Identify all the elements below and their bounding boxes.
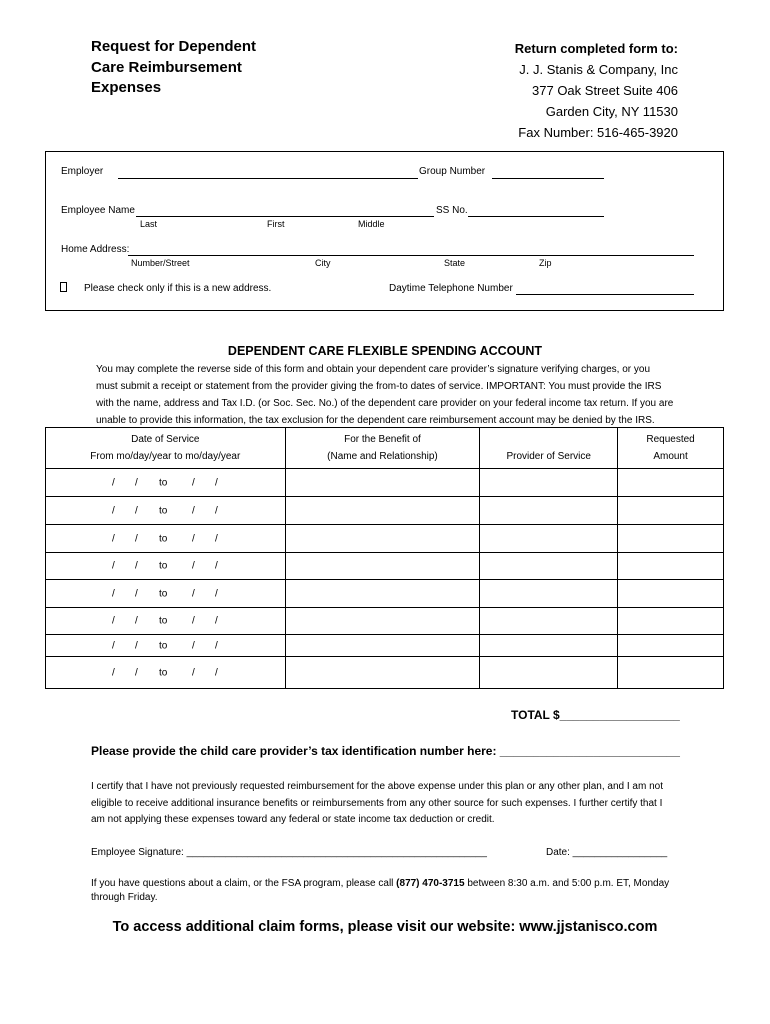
fsa-paragraph-line: You may complete the reverse side of this form and obtain your dependent care provider’s signature verifying charges, or you — [96, 364, 651, 375]
header-date-l2: From mo/day/year to mo/day/year — [90, 451, 241, 462]
benefit-cell[interactable] — [285, 553, 480, 580]
service-table — [45, 427, 724, 689]
group-number-label: Group Number — [419, 166, 486, 177]
date-of-service-cell[interactable] — [46, 580, 286, 608]
total-field[interactable]: TOTAL $__________________ — [511, 708, 680, 722]
fsa-paragraph-line: with the name, address and Tax I.D. (or Soc. Sec. No.) of the dependent care provider on your federal income tax return. If you are — [96, 398, 674, 409]
phone-field[interactable] — [516, 294, 694, 295]
date-to-label: to — [159, 640, 168, 651]
employer-field[interactable] — [118, 178, 418, 179]
return-fax: Fax Number: 516-465-3920 — [518, 125, 678, 140]
date-to-label: to — [159, 533, 168, 544]
title-line-1: Request for Dependent — [91, 38, 257, 55]
header-amount-l2: Amount — [653, 451, 688, 462]
date-slash: / — [215, 640, 218, 651]
date-slash: / — [112, 667, 115, 678]
provider-cell[interactable] — [480, 580, 618, 608]
phone-label: Daytime Telephone Number — [389, 283, 513, 294]
name-sub-last: Last — [140, 219, 158, 229]
date-slash: / — [135, 667, 138, 678]
date-of-service-cell[interactable] — [46, 657, 286, 689]
questions-line2: through Friday. — [91, 892, 158, 903]
date-slash: / — [135, 640, 138, 651]
date-slash: / — [215, 667, 218, 678]
date-slash: / — [112, 477, 115, 488]
fsa-paragraph — [96, 361, 686, 429]
amount-cell[interactable] — [618, 657, 724, 689]
header-date-l1: Date of Service — [131, 434, 200, 445]
provider-cell[interactable] — [480, 469, 618, 497]
amount-cell[interactable] — [618, 635, 724, 657]
date-slash: / — [135, 505, 138, 516]
title-line-3: Expenses — [91, 79, 162, 96]
date-slash: / — [192, 477, 195, 488]
date-slash: / — [112, 588, 115, 599]
form-title — [91, 37, 256, 99]
table-row — [46, 497, 724, 525]
date-slash: / — [192, 588, 195, 599]
date-slash: / — [112, 615, 115, 627]
date-to-label: to — [159, 615, 168, 627]
provider-cell[interactable] — [480, 657, 618, 689]
provider-cell[interactable] — [480, 635, 618, 657]
benefit-cell[interactable] — [285, 469, 480, 497]
return-heading: Return completed form to: — [514, 41, 678, 56]
date-slash: / — [192, 667, 195, 678]
new-address-label: Please check only if this is a new address. — [84, 283, 272, 294]
date-of-service-cell[interactable] — [46, 525, 286, 553]
date-of-service-cell[interactable] — [46, 497, 286, 525]
date-slash: / — [192, 505, 195, 516]
fsa-paragraph-line: must submit a receipt or statement from the provider giving the from-to dates of service. IMPORTANT: You must provide the IRS — [96, 381, 662, 392]
table-row — [46, 657, 724, 689]
date-slash: / — [215, 560, 218, 572]
home-address-label: Home Address: — [61, 244, 130, 255]
table-row — [46, 580, 724, 608]
date-slash: / — [135, 477, 138, 488]
benefit-cell[interactable] — [285, 525, 480, 553]
certification-line: eligible to receive additional insurance benefits or reimbursements from any other source for such expenses. I further certify that I — [91, 797, 663, 809]
table-row — [46, 469, 724, 497]
date-slash: / — [135, 615, 138, 627]
date-to-label: to — [159, 667, 168, 678]
amount-cell[interactable] — [618, 580, 724, 608]
header-benefit-l1: For the Benefit of — [344, 434, 421, 445]
date-slash: / — [112, 560, 115, 572]
group-number-field[interactable] — [492, 178, 604, 179]
table-row — [46, 635, 724, 657]
return-street: 377 Oak Street Suite 406 — [532, 83, 678, 98]
date-slash: / — [192, 640, 195, 651]
date-of-service-cell[interactable] — [46, 608, 286, 635]
date-slash: / — [192, 615, 195, 627]
amount-cell[interactable] — [618, 525, 724, 553]
header-provider — [480, 428, 618, 469]
fsa-paragraph-line: unable to provide this information, the tax exclusion for the dependent care reimbursement account may be denied by the IRS. — [96, 415, 655, 426]
employee-name-field[interactable] — [136, 216, 434, 217]
date-slash: / — [135, 588, 138, 599]
date-slash: / — [215, 533, 218, 544]
address-sub-state: State — [444, 258, 466, 268]
certification-text — [91, 779, 691, 829]
header-date-of-service — [46, 428, 286, 469]
address-sub-street: Number/Street — [131, 258, 190, 268]
fsa-heading: DEPENDENT CARE FLEXIBLE SPENDING ACCOUNT — [227, 344, 543, 358]
home-address-field[interactable] — [128, 255, 694, 256]
date-slash: / — [135, 533, 138, 544]
date-of-service-cell[interactable] — [46, 469, 286, 497]
certification-line: am not applying these expenses toward any federal or state income tax deduction or credit. — [91, 814, 495, 825]
return-address-block — [515, 38, 678, 143]
employee-name-label: Employee Name — [61, 205, 135, 216]
amount-cell[interactable] — [618, 553, 724, 580]
date-slash: / — [135, 560, 138, 572]
table-row — [46, 553, 724, 580]
amount-cell[interactable] — [618, 469, 724, 497]
date-slash: / — [192, 533, 195, 544]
header-benefit-l2: (Name and Relationship) — [327, 451, 438, 462]
date-slash: / — [112, 640, 115, 651]
address-sub-city: City — [315, 258, 331, 268]
provider-cell[interactable] — [480, 553, 618, 580]
ssn-label: SS No. — [436, 205, 468, 216]
date-slash: / — [215, 588, 218, 599]
date-of-service-cell[interactable] — [46, 553, 286, 580]
benefit-cell[interactable] — [285, 580, 480, 608]
date-slash: / — [215, 615, 218, 627]
new-address-checkbox[interactable] — [60, 282, 67, 292]
name-sub-middle: Middle — [358, 219, 385, 229]
header-amount-l1: Requested — [646, 434, 695, 445]
amount-cell[interactable] — [618, 608, 724, 635]
amount-cell[interactable] — [618, 497, 724, 525]
benefit-cell[interactable] — [285, 657, 480, 689]
table-row — [46, 525, 724, 553]
header-provider-label: Provider of Service — [506, 451, 591, 462]
questions-pre: If you have questions about a claim, or the FSA program, please call — [91, 878, 397, 889]
website-link[interactable]: To access additional claim forms, please visit our website: www.jjstanisco.com — [112, 919, 658, 935]
benefit-cell[interactable] — [285, 497, 480, 525]
date-to-label: to — [159, 588, 168, 599]
address-sub-zip: Zip — [539, 258, 552, 268]
provider-tax-id-field[interactable]: Please provide the child care provider’s tax identification number here: ___________________________ — [91, 744, 680, 758]
date-slash: / — [112, 533, 115, 544]
provider-cell[interactable] — [480, 497, 618, 525]
return-city: Garden City, NY 11530 — [545, 104, 678, 119]
table-header-row — [46, 428, 724, 469]
questions-post: between 8:30 a.m. and 5:00 p.m. ET, Monday — [464, 878, 670, 889]
date-slash: / — [215, 477, 218, 488]
date-slash: / — [215, 505, 218, 516]
date-slash: / — [192, 560, 195, 572]
questions-text — [91, 877, 669, 905]
return-company: J. J. Stanis & Company, Inc — [519, 62, 678, 77]
benefit-cell[interactable] — [285, 608, 480, 635]
employer-label: Employer — [61, 166, 104, 177]
certification-line: I certify that I have not previously requested reimbursement for the above expense under this plan or any other plan, and I am not — [91, 781, 663, 792]
header-benefit-of — [285, 428, 480, 469]
ssn-field[interactable] — [468, 216, 604, 217]
provider-cell[interactable] — [480, 525, 618, 553]
signature-date-field[interactable]: Date: _________________ — [546, 847, 668, 858]
date-to-label: to — [159, 505, 168, 516]
employee-signature-field[interactable]: Employee Signature: ______________________________________________________ — [91, 847, 487, 858]
title-line-2: Care Reimbursement — [91, 58, 242, 76]
header-requested-amount — [618, 428, 724, 469]
date-slash: / — [112, 505, 115, 516]
benefit-cell[interactable] — [285, 635, 480, 657]
provider-cell[interactable] — [480, 608, 618, 635]
questions-phone: (877) 470-3715 — [396, 878, 465, 889]
date-of-service-cell[interactable] — [46, 635, 286, 657]
date-to-label: to — [159, 560, 168, 572]
table-row — [46, 608, 724, 635]
date-to-label: to — [159, 477, 168, 488]
name-sub-first: First — [267, 219, 285, 229]
